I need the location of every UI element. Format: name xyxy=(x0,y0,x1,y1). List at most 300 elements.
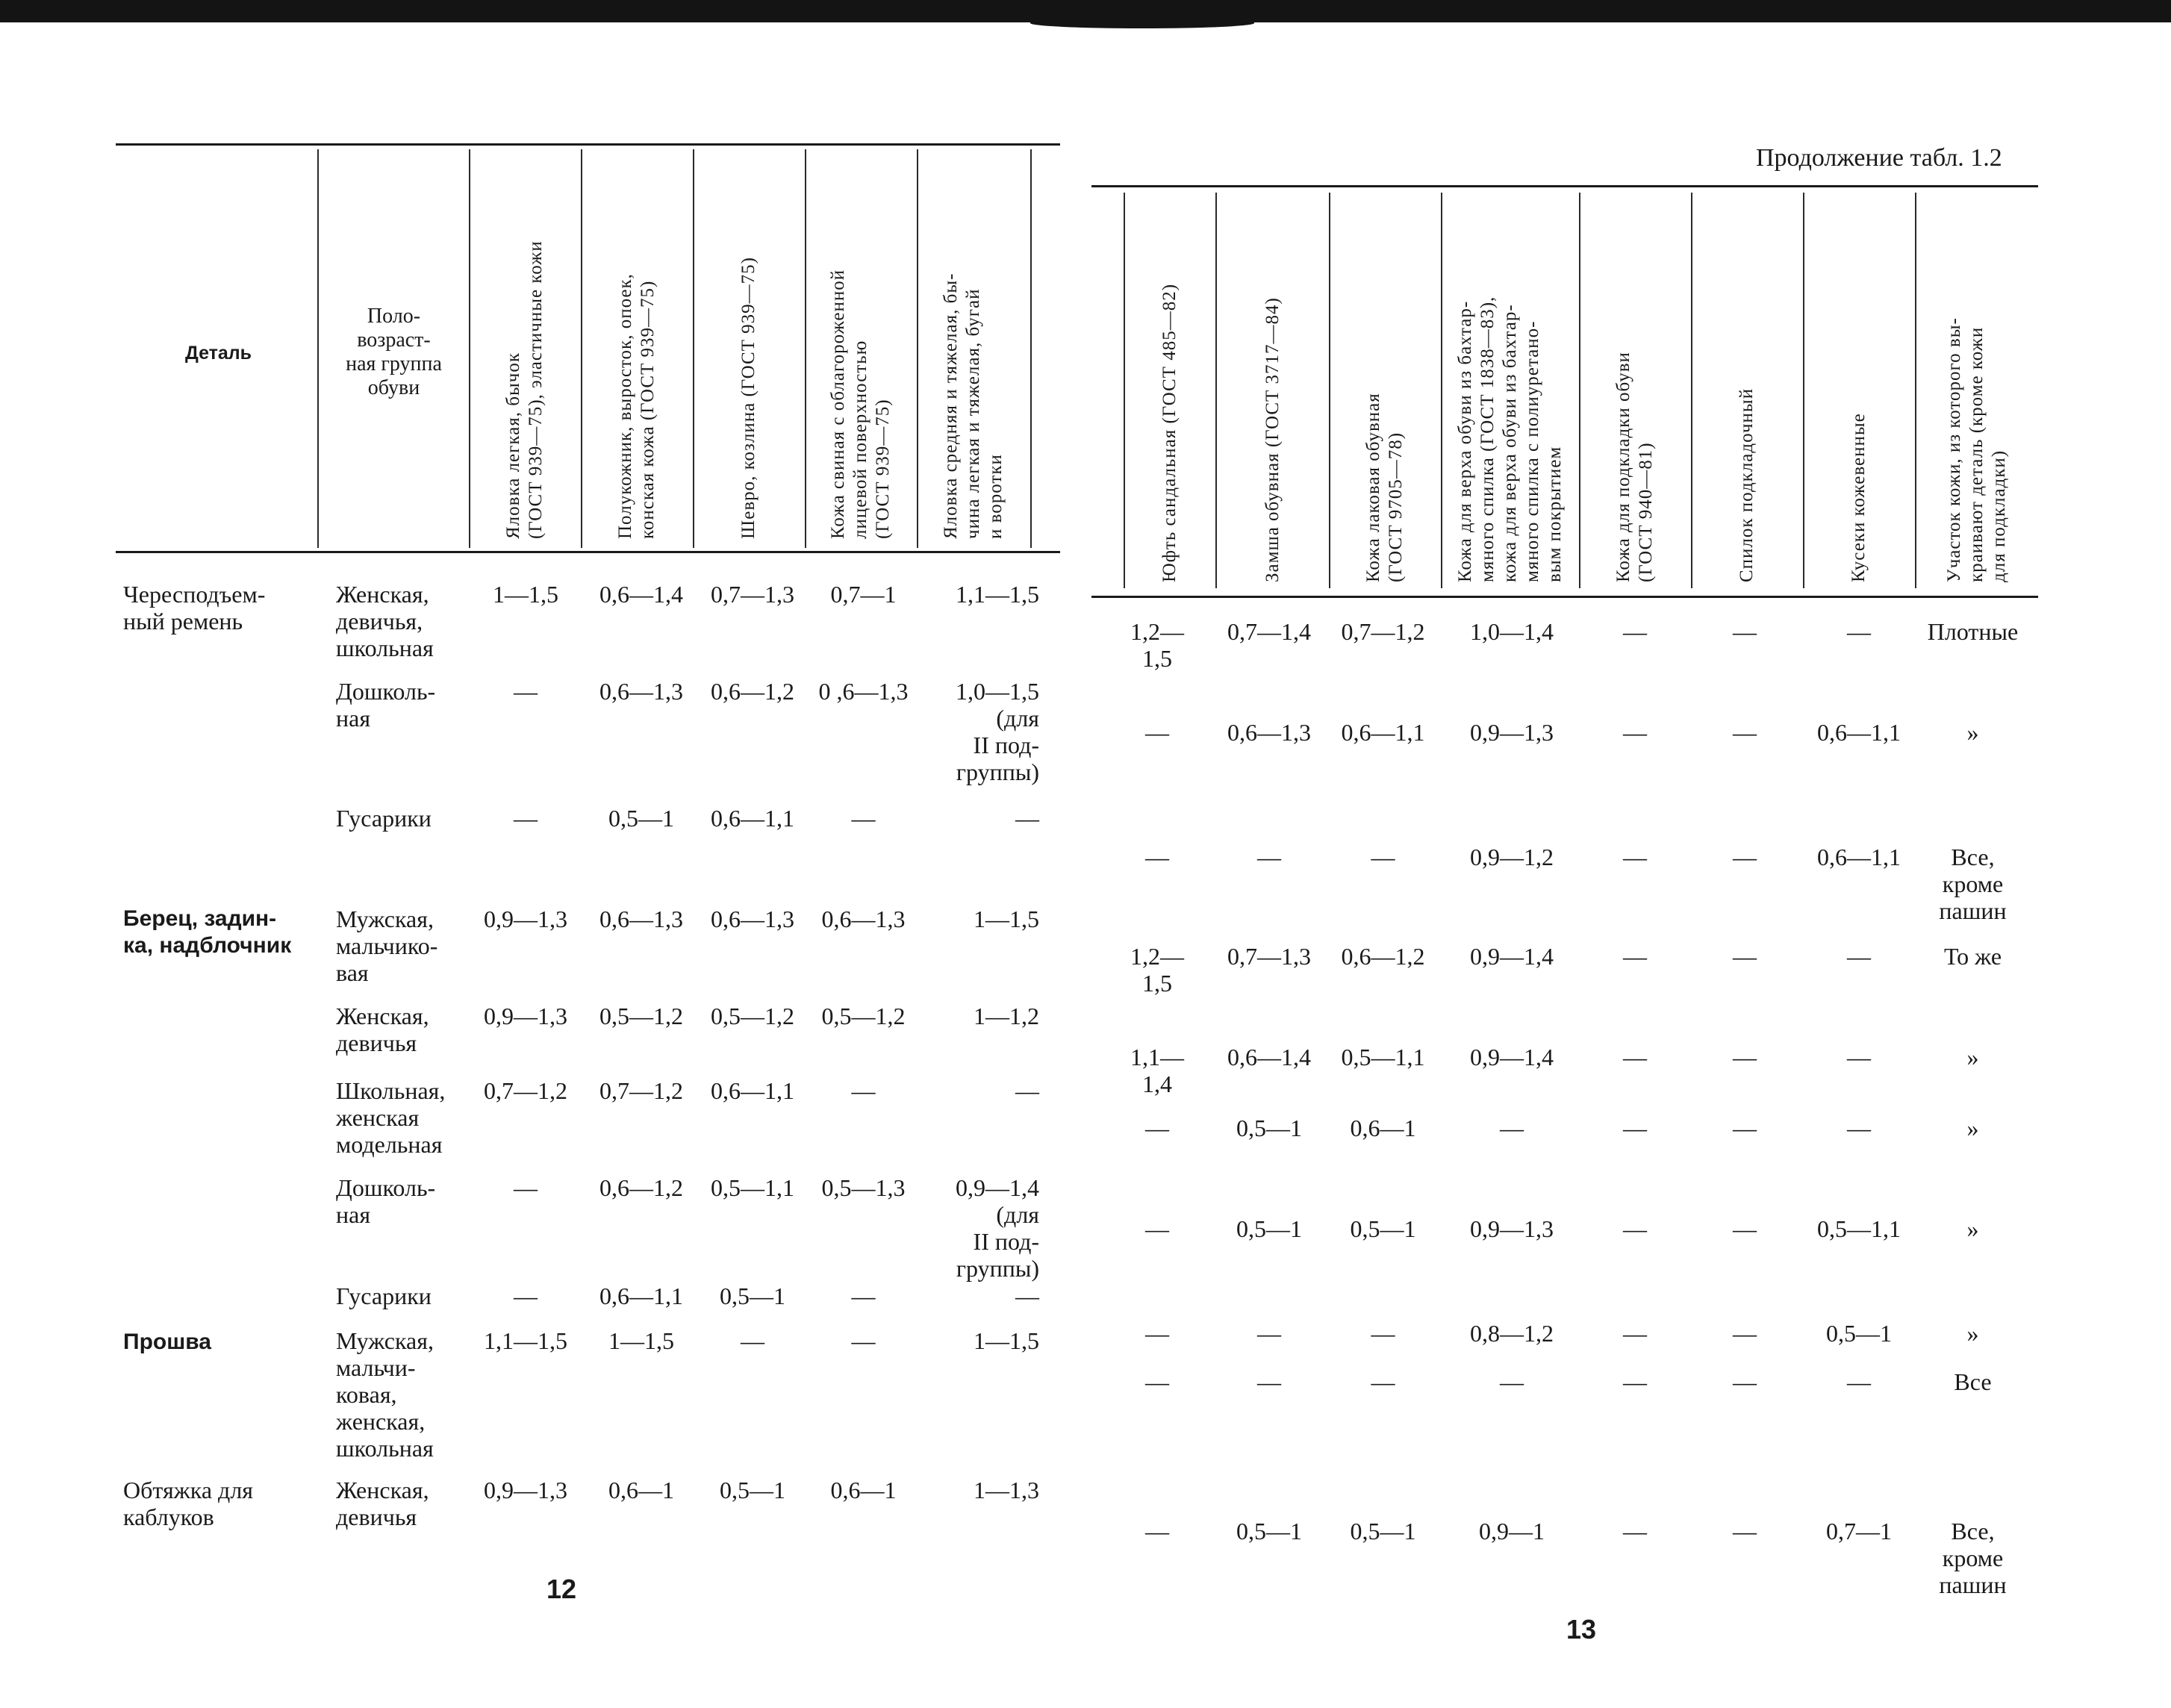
group-cell-line: ная xyxy=(336,1201,371,1228)
value-cell xyxy=(1209,1518,1329,1545)
detail-name-line: Обтяжка для xyxy=(123,1477,254,1503)
group-cell xyxy=(336,906,474,986)
value-cell xyxy=(1581,1044,1689,1070)
area-cell-line: Все, xyxy=(1951,844,1995,870)
value-cell-line: 0 ,6—1,3 xyxy=(818,678,909,705)
value-cell-line: 0,7—1,3 xyxy=(711,581,794,608)
value-cell xyxy=(1124,1518,1191,1545)
value-cell-line: группы) xyxy=(956,1255,1039,1282)
value-cell xyxy=(1581,844,1689,870)
value-cell xyxy=(1441,1320,1583,1347)
header-material-line: Кожа лаковая обувная xyxy=(1363,393,1383,582)
value-cell-line: 0,6—1,1 xyxy=(1817,719,1901,746)
value-cell-line: — xyxy=(1015,1282,1039,1309)
value-cell-line: 0,6—1,2 xyxy=(599,1174,683,1201)
header-column-divider xyxy=(1691,193,1692,588)
value-cell xyxy=(1209,719,1329,746)
header-group-line: возраст- xyxy=(357,328,431,352)
value-cell xyxy=(1124,1115,1191,1141)
page-number: 13 xyxy=(1566,1614,1597,1645)
value-cell-line: 1—1,3 xyxy=(974,1477,1039,1503)
value-cell-line: — xyxy=(1623,844,1647,870)
value-cell-line: 0,6—1,1 xyxy=(711,1077,794,1104)
value-cell xyxy=(1124,943,1191,997)
value-cell xyxy=(470,1003,581,1029)
value-cell-line: — xyxy=(1847,1115,1871,1141)
value-cell-line: — xyxy=(1733,844,1757,870)
value-cell-line: 0,5—1,1 xyxy=(1817,1215,1901,1242)
value-cell xyxy=(1441,1518,1583,1545)
group-cell-line: школьная xyxy=(336,635,434,661)
header-column-divider xyxy=(1441,193,1442,588)
value-cell xyxy=(1209,1044,1329,1070)
value-cell-line: 0,9—1,4 xyxy=(1470,943,1554,970)
value-cell-line: — xyxy=(1733,1518,1757,1545)
value-cell-line: 0,5—1,1 xyxy=(1341,1044,1425,1070)
value-cell-line: 0,6—1,2 xyxy=(711,678,794,705)
value-cell xyxy=(700,678,805,705)
value-cell-line: — xyxy=(1733,1115,1757,1141)
value-cell xyxy=(1209,1368,1329,1395)
header-material-1 xyxy=(1159,284,1181,582)
value-cell xyxy=(1441,943,1583,970)
group-cell xyxy=(336,1174,474,1228)
header-group-line: ная группа xyxy=(346,352,442,375)
detail-name-line: ка, надблочник xyxy=(123,933,292,958)
value-cell xyxy=(1329,844,1437,870)
value-cell xyxy=(926,805,1039,832)
value-cell xyxy=(1441,719,1583,746)
group-cell xyxy=(336,805,474,832)
value-cell-line: 0,9—1,2 xyxy=(1470,844,1554,870)
value-cell-line: 0,5—1 xyxy=(1236,1115,1302,1141)
value-cell-line: 0,5—1 xyxy=(608,805,674,832)
value-cell-line: — xyxy=(1623,719,1647,746)
area-cell xyxy=(1911,1115,2034,1141)
header-material-5 xyxy=(940,273,1007,539)
value-cell-line: 1,5 xyxy=(1142,970,1172,997)
value-cell-line: — xyxy=(1371,1320,1395,1347)
value-cell-line: — xyxy=(1733,1215,1757,1242)
table-top-rule xyxy=(116,143,1060,146)
value-cell xyxy=(810,1077,917,1104)
value-cell xyxy=(1329,1115,1437,1141)
scan-top-edge-fold xyxy=(1030,18,1254,28)
value-cell xyxy=(1329,1320,1437,1347)
group-cell xyxy=(336,1477,474,1530)
value-cell-line: — xyxy=(1623,1320,1647,1347)
header-material-line: краивают деталь (кроме кожи xyxy=(1966,326,1987,582)
header-material-4 xyxy=(1454,296,1566,582)
header-column-divider xyxy=(1030,149,1032,548)
header-column-divider xyxy=(917,149,918,548)
header-material-line: вым покрытием xyxy=(1544,446,1565,582)
value-cell xyxy=(1124,1044,1191,1097)
value-cell xyxy=(1689,844,1801,870)
value-cell-line: — xyxy=(1733,1368,1757,1395)
value-cell-line: 0,9—1,3 xyxy=(484,1477,567,1503)
header-material-3 xyxy=(1362,393,1407,582)
group-cell-line: модельная xyxy=(336,1131,443,1158)
value-cell-line: 0,5—1 xyxy=(720,1477,785,1503)
value-cell xyxy=(1329,1215,1437,1242)
value-cell xyxy=(588,1327,694,1354)
area-cell-line: » xyxy=(1966,1215,1979,1242)
value-cell-line: — xyxy=(1145,1115,1169,1141)
value-cell-line: 0,6—1,1 xyxy=(599,1282,683,1309)
value-cell-line: — xyxy=(1847,1368,1871,1395)
header-material-line: Кожа для верха обуви из бахтар- xyxy=(1454,300,1475,582)
value-cell-line: 0,6—1,1 xyxy=(711,805,794,832)
value-cell-line: — xyxy=(1623,943,1647,970)
value-cell xyxy=(470,906,581,932)
value-cell-line: — xyxy=(1623,1215,1647,1242)
value-cell-line: — xyxy=(1145,719,1169,746)
value-cell xyxy=(926,906,1039,932)
value-cell-line: 0,9—1,3 xyxy=(1470,1215,1554,1242)
area-cell-line: » xyxy=(1966,1044,1979,1070)
value-cell xyxy=(1329,1518,1437,1545)
area-cell-line: кроме xyxy=(1942,870,2004,897)
header-material-line: для подкладки) xyxy=(1989,449,2009,582)
value-cell xyxy=(470,1477,581,1503)
group-cell-line: Женская, xyxy=(336,1477,429,1503)
value-cell-line: — xyxy=(1145,844,1169,870)
value-cell xyxy=(1441,1044,1583,1070)
value-cell-line: 0,6—1,3 xyxy=(599,678,683,705)
header-material-8 xyxy=(1943,317,2010,582)
value-cell-line: 0,5—1 xyxy=(1236,1518,1302,1545)
value-cell-line: 0,6—1 xyxy=(608,1477,674,1503)
value-cell xyxy=(1209,1115,1329,1141)
value-cell-line: 0,5—1 xyxy=(1826,1320,1892,1347)
value-cell-line: — xyxy=(1733,1320,1757,1347)
header-material-line: Яловка средняя и тяжелая, бы- xyxy=(941,272,961,539)
page-number: 12 xyxy=(546,1574,577,1604)
value-cell-line: — xyxy=(1015,1077,1039,1104)
value-cell xyxy=(926,1077,1039,1104)
group-cell-line: Мужская, xyxy=(336,906,434,932)
value-cell-line: 0,6—1,4 xyxy=(1227,1044,1311,1070)
header-group xyxy=(321,305,467,400)
area-cell-line: Плотные xyxy=(1927,618,2019,645)
value-cell-line: 0,7—1,4 xyxy=(1227,618,1311,645)
value-cell xyxy=(1689,1320,1801,1347)
area-cell xyxy=(1911,1215,2034,1242)
header-material-2 xyxy=(614,273,659,539)
header-column-divider xyxy=(693,149,694,548)
value-cell xyxy=(700,1327,805,1354)
value-cell-line: 0,6—1,1 xyxy=(1341,719,1425,746)
value-cell xyxy=(1689,719,1801,746)
value-cell-line: — xyxy=(1733,719,1757,746)
value-cell xyxy=(588,906,694,932)
value-cell xyxy=(1124,844,1191,870)
value-cell xyxy=(1124,1320,1191,1347)
header-group-line: обуви xyxy=(367,376,420,399)
value-cell-line: 1—1,5 xyxy=(974,1327,1039,1354)
value-cell-line: (для xyxy=(996,705,1039,732)
value-cell xyxy=(470,678,581,705)
value-cell xyxy=(1792,1215,1926,1242)
value-cell xyxy=(1792,1115,1926,1141)
header-column-divider xyxy=(469,149,470,548)
area-cell-line: Все, xyxy=(1951,1518,1995,1545)
value-cell-line: 0,6—1,4 xyxy=(599,581,683,608)
value-cell xyxy=(1792,1368,1926,1395)
header-material-line: Замша обувная (ГОСТ 3717—84) xyxy=(1262,297,1283,582)
value-cell xyxy=(1689,1115,1801,1141)
value-cell-line: II под- xyxy=(973,732,1039,758)
value-cell xyxy=(588,1003,694,1029)
area-cell-line: » xyxy=(1966,719,1979,746)
value-cell xyxy=(1124,1215,1191,1242)
value-cell xyxy=(1689,1215,1801,1242)
header-material-line: Полукожник, выросток, опоек, xyxy=(614,273,635,539)
detail-name xyxy=(123,1477,253,1530)
header-column-divider xyxy=(1124,193,1125,588)
value-cell-line: 0,6—1,3 xyxy=(711,906,794,932)
value-cell-line: 1,5 xyxy=(1142,645,1172,672)
value-cell-line: — xyxy=(851,1282,876,1309)
group-cell-line: ковая, xyxy=(336,1381,397,1408)
value-cell xyxy=(700,1077,805,1104)
value-cell-line: — xyxy=(851,805,876,832)
value-cell-line: — xyxy=(1847,618,1871,645)
header-material-line: (ГОСТ 940—81) xyxy=(1636,442,1656,582)
value-cell-line: 0,7—1 xyxy=(1826,1518,1892,1545)
value-cell xyxy=(700,1003,805,1029)
value-cell-line: 1,1— xyxy=(1130,1044,1184,1070)
area-cell-line: пашин xyxy=(1939,1571,2007,1598)
value-cell xyxy=(1329,719,1437,746)
value-cell-line: 0,9—1,3 xyxy=(1470,719,1554,746)
value-cell-line: — xyxy=(514,805,538,832)
value-cell-line: 0,6—1,3 xyxy=(821,906,906,932)
group-cell-line: девичья xyxy=(336,1503,417,1530)
value-cell-line: 0,6—1,3 xyxy=(1227,719,1311,746)
value-cell xyxy=(470,1174,581,1201)
detail-name-line: каблуков xyxy=(123,1503,214,1530)
value-cell-line: 1—1,5 xyxy=(493,581,558,608)
value-cell xyxy=(1792,943,1926,970)
group-cell-line: женская, xyxy=(336,1408,426,1435)
value-cell-line: 0,6—1,1 xyxy=(1817,844,1901,870)
value-cell xyxy=(1689,943,1801,970)
detail-name-line: Прошва xyxy=(123,1330,211,1354)
header-material-line: Кожа свиная с облагороженной xyxy=(827,269,848,539)
value-cell-line: 1,0—1,4 xyxy=(1470,618,1554,645)
header-column-divider xyxy=(317,149,319,548)
value-cell xyxy=(1209,618,1329,645)
value-cell xyxy=(588,678,694,705)
header-material-line: Шевро, козлина (ГОСТ 939—75) xyxy=(738,257,759,539)
group-cell-line: Дошколь- xyxy=(336,678,436,705)
value-cell xyxy=(810,1174,917,1201)
header-material-line: Кожа для подкладки обуви xyxy=(1613,352,1633,582)
value-cell-line: — xyxy=(1623,1044,1647,1070)
header-material-7 xyxy=(1848,413,1870,582)
value-cell-line: 0,5—1,1 xyxy=(711,1174,794,1201)
value-cell-line: 1,0—1,5 xyxy=(956,678,1039,705)
value-cell-line: 0,6—1,3 xyxy=(599,906,683,932)
value-cell-line: 0,9—1,4 xyxy=(1470,1044,1554,1070)
value-cell xyxy=(926,1327,1039,1354)
value-cell xyxy=(810,1003,917,1029)
value-cell xyxy=(1124,719,1191,746)
header-material-1 xyxy=(502,240,547,539)
value-cell-line: — xyxy=(851,1077,876,1104)
value-cell xyxy=(470,805,581,832)
header-material-5 xyxy=(1613,352,1657,582)
value-cell-line: 0,7—1,3 xyxy=(1227,943,1311,970)
value-cell xyxy=(470,581,581,608)
header-material-line: Участок кожи, из которого вы- xyxy=(1944,317,1964,582)
header-material-line: (ГОСТ 939—75) xyxy=(872,399,893,539)
group-cell-line: девичья, xyxy=(336,608,423,635)
value-cell-line: 0,6—1 xyxy=(1350,1115,1416,1141)
value-cell-line: 0,7—1 xyxy=(830,581,897,608)
value-cell-line: — xyxy=(514,1282,538,1309)
value-cell xyxy=(1124,618,1191,672)
header-material-line: лицевой поверхностью xyxy=(850,340,870,539)
value-cell xyxy=(1209,1215,1329,1242)
value-cell-line: — xyxy=(1623,618,1647,645)
value-cell xyxy=(1581,1115,1689,1141)
area-cell xyxy=(1911,1518,2034,1598)
header-material-line: Кусеки кожевенные xyxy=(1848,413,1869,582)
detail-name xyxy=(123,581,265,635)
value-cell xyxy=(588,1282,694,1309)
group-cell xyxy=(336,581,474,661)
value-cell-line: II под- xyxy=(973,1228,1039,1255)
value-cell-line: — xyxy=(514,1174,538,1201)
value-cell xyxy=(1441,844,1583,870)
value-cell-line: — xyxy=(1847,1044,1871,1070)
value-cell xyxy=(470,1327,581,1354)
value-cell-line: — xyxy=(1371,844,1395,870)
area-cell xyxy=(1911,1044,2034,1070)
header-material-line: и воротки xyxy=(985,454,1006,539)
value-cell xyxy=(810,805,917,832)
value-cell xyxy=(700,581,805,608)
group-cell-line: мальчико- xyxy=(336,932,438,959)
value-cell xyxy=(1441,1115,1583,1141)
value-cell-line: — xyxy=(1623,1115,1647,1141)
header-material-2 xyxy=(1262,297,1284,582)
value-cell xyxy=(1689,1368,1801,1395)
table-caption: Продолжение табл. 1.2 xyxy=(1756,144,2002,172)
group-cell-line: Женская, xyxy=(336,581,429,608)
group-cell xyxy=(336,1003,474,1056)
value-cell xyxy=(926,1477,1039,1503)
value-cell xyxy=(470,1282,581,1309)
value-cell xyxy=(588,805,694,832)
group-cell-line: Женская, xyxy=(336,1003,429,1029)
area-cell-line: Все xyxy=(1954,1368,1992,1395)
value-cell-line: — xyxy=(1015,805,1039,832)
value-cell xyxy=(700,1282,805,1309)
value-cell-line: 1,1—1,5 xyxy=(484,1327,567,1354)
value-cell xyxy=(810,1327,917,1354)
value-cell-line: 0,6—1,2 xyxy=(1341,943,1425,970)
header-bottom-rule xyxy=(116,551,1060,553)
value-cell-line: — xyxy=(1733,618,1757,645)
value-cell xyxy=(1581,1215,1689,1242)
header-column-divider xyxy=(581,149,582,548)
header-column-divider xyxy=(1803,193,1804,588)
value-cell xyxy=(1209,943,1329,970)
value-cell xyxy=(1581,943,1689,970)
header-material-6 xyxy=(1736,388,1758,582)
value-cell-line: 0,9—1,3 xyxy=(484,906,567,932)
group-cell xyxy=(336,1077,474,1158)
value-cell xyxy=(1792,719,1926,746)
header-material-line: (ГОСТ 9705—78) xyxy=(1386,431,1406,582)
area-cell-line: То же xyxy=(1943,943,2002,970)
value-cell-line: 0,5—1,2 xyxy=(599,1003,683,1029)
area-cell xyxy=(1911,618,2034,645)
value-cell-line: (для xyxy=(996,1201,1039,1228)
value-cell-line: 1—1,2 xyxy=(974,1003,1039,1029)
value-cell xyxy=(588,1477,694,1503)
value-cell xyxy=(1441,1368,1583,1395)
area-cell-line: » xyxy=(1966,1320,1979,1347)
value-cell-line: группы) xyxy=(956,758,1039,785)
value-cell-line: 0,8—1,2 xyxy=(1470,1320,1554,1347)
value-cell-line: — xyxy=(1145,1518,1169,1545)
value-cell xyxy=(1792,618,1926,645)
value-cell-line: 0,5—1 xyxy=(720,1282,785,1309)
value-cell xyxy=(588,1174,694,1201)
header-material-line: (ГОСТ 939—75), эластичные кожи xyxy=(525,240,546,539)
header-column-divider xyxy=(1915,193,1916,588)
value-cell xyxy=(1581,618,1689,645)
detail-name-line: ный ремень xyxy=(123,608,243,635)
value-cell xyxy=(700,805,805,832)
value-cell-line: — xyxy=(1145,1215,1169,1242)
area-cell-line: » xyxy=(1966,1115,1979,1141)
value-cell-line: — xyxy=(1257,844,1281,870)
value-cell xyxy=(1329,1044,1437,1070)
group-cell xyxy=(336,1282,474,1309)
value-cell xyxy=(1689,618,1801,645)
value-cell-line: 1,2— xyxy=(1130,943,1184,970)
header-column-divider xyxy=(1579,193,1580,588)
header-material-4 xyxy=(827,269,894,539)
value-cell xyxy=(1329,1368,1437,1395)
value-cell-line: 0,5—1,2 xyxy=(711,1003,794,1029)
group-cell-line: мальчи- xyxy=(336,1354,416,1381)
value-cell xyxy=(810,581,917,608)
value-cell-line: — xyxy=(1623,1518,1647,1545)
header-column-divider xyxy=(1215,193,1217,588)
header-material-line: мяного спилка (ГОСТ 1838—83), xyxy=(1477,296,1498,582)
value-cell-line: — xyxy=(1257,1368,1281,1395)
group-cell-line: Дошколь- xyxy=(336,1174,436,1201)
value-cell-line: — xyxy=(514,678,538,705)
value-cell-line: 0,7—1,2 xyxy=(1341,618,1425,645)
group-cell-line: Школьная, xyxy=(336,1077,446,1104)
value-cell xyxy=(1441,618,1583,645)
value-cell-line: 0,9—1,3 xyxy=(484,1003,567,1029)
value-cell xyxy=(700,1477,805,1503)
value-cell xyxy=(1581,1518,1689,1545)
value-cell-line: — xyxy=(1500,1115,1524,1141)
value-cell xyxy=(1689,1518,1801,1545)
value-cell-line: — xyxy=(1371,1368,1395,1395)
value-cell xyxy=(1581,719,1689,746)
